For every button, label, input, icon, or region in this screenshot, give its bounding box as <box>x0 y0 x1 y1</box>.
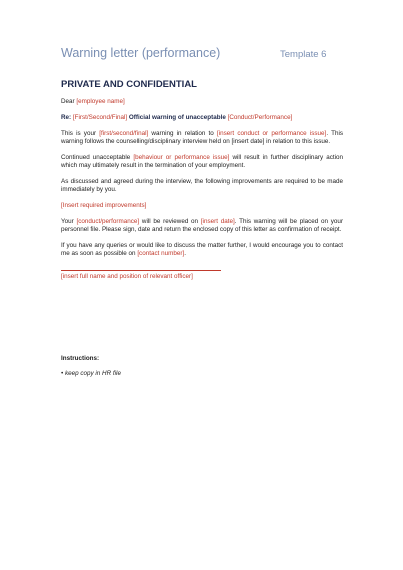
letter-body <box>61 98 343 289</box>
p1-stage-placeholder: [first/second/final] <box>99 129 149 137</box>
signature-block <box>61 270 343 281</box>
re-stage-placeholder: [First/Second/Final] <box>72 113 128 121</box>
p1-text-c: . This warning follows the counselling/disciplinary interview held on [insert date] in relation to this issue. <box>61 129 344 145</box>
instruction-item: • keep copy in HR file <box>61 370 121 377</box>
paragraph-improvements: As discussed and agreed during the interview, the following improvements are required to be made immediately by you. <box>61 177 343 193</box>
p2-text-b: will result in further disciplinary action which may ultimately result in the termination of your employment. <box>61 153 343 169</box>
salutation <box>61 98 343 106</box>
p2-text-a: Continued unacceptable <box>61 153 131 161</box>
improvements-text: [Insert required improvements] <box>61 201 147 209</box>
p4-date-placeholder: [insert date] <box>200 217 235 225</box>
p4-text-c: . This warning will be placed on your personnel file. Please sign, date and return the enclosed copy of this letter as confirmation of receipt. <box>61 217 344 233</box>
p4-text-b: will be reviewed on <box>141 217 199 225</box>
paragraph-review <box>61 218 343 234</box>
dear-text: Dear <box>61 98 75 105</box>
document-title: Warning letter (performance) <box>61 46 221 60</box>
paragraph-consequence <box>61 154 343 170</box>
p2-behaviour-placeholder: [behaviour or performance issue] <box>133 153 230 161</box>
re-label: Re: <box>61 113 72 121</box>
subject-line <box>61 114 343 122</box>
signature-placeholder: [insert full name and position of relevant officer] <box>61 270 221 281</box>
employee-name-placeholder: [employee name] <box>76 98 125 105</box>
contact-number-placeholder: [contact number] <box>137 249 185 257</box>
p1-conduct-placeholder: [insert conduct or performance issue] <box>217 129 327 137</box>
p5-text-b: . <box>184 249 186 257</box>
re-type-placeholder: [Conduct/Performance] <box>227 113 293 121</box>
paragraph-contact <box>61 242 343 258</box>
improvements-placeholder <box>61 202 343 210</box>
template-tag: Template 6 <box>280 49 327 60</box>
p4-text-a: Your <box>61 217 74 225</box>
p4-type-placeholder: [conduct/performance] <box>76 217 140 225</box>
instructions-title: Instructions: <box>61 355 100 362</box>
confidential-heading: PRIVATE AND CONFIDENTIAL <box>61 79 197 90</box>
p1-text-a: This is your <box>61 129 97 137</box>
re-text: Official warning of unacceptable <box>128 113 226 121</box>
p1-text-b: warning in relation to <box>151 129 214 137</box>
p5-text-a: If you have any queries or would like to discuss the matter further, I would encourage you to contact me as soon as possible on <box>61 241 343 257</box>
paragraph-warning <box>61 130 343 146</box>
